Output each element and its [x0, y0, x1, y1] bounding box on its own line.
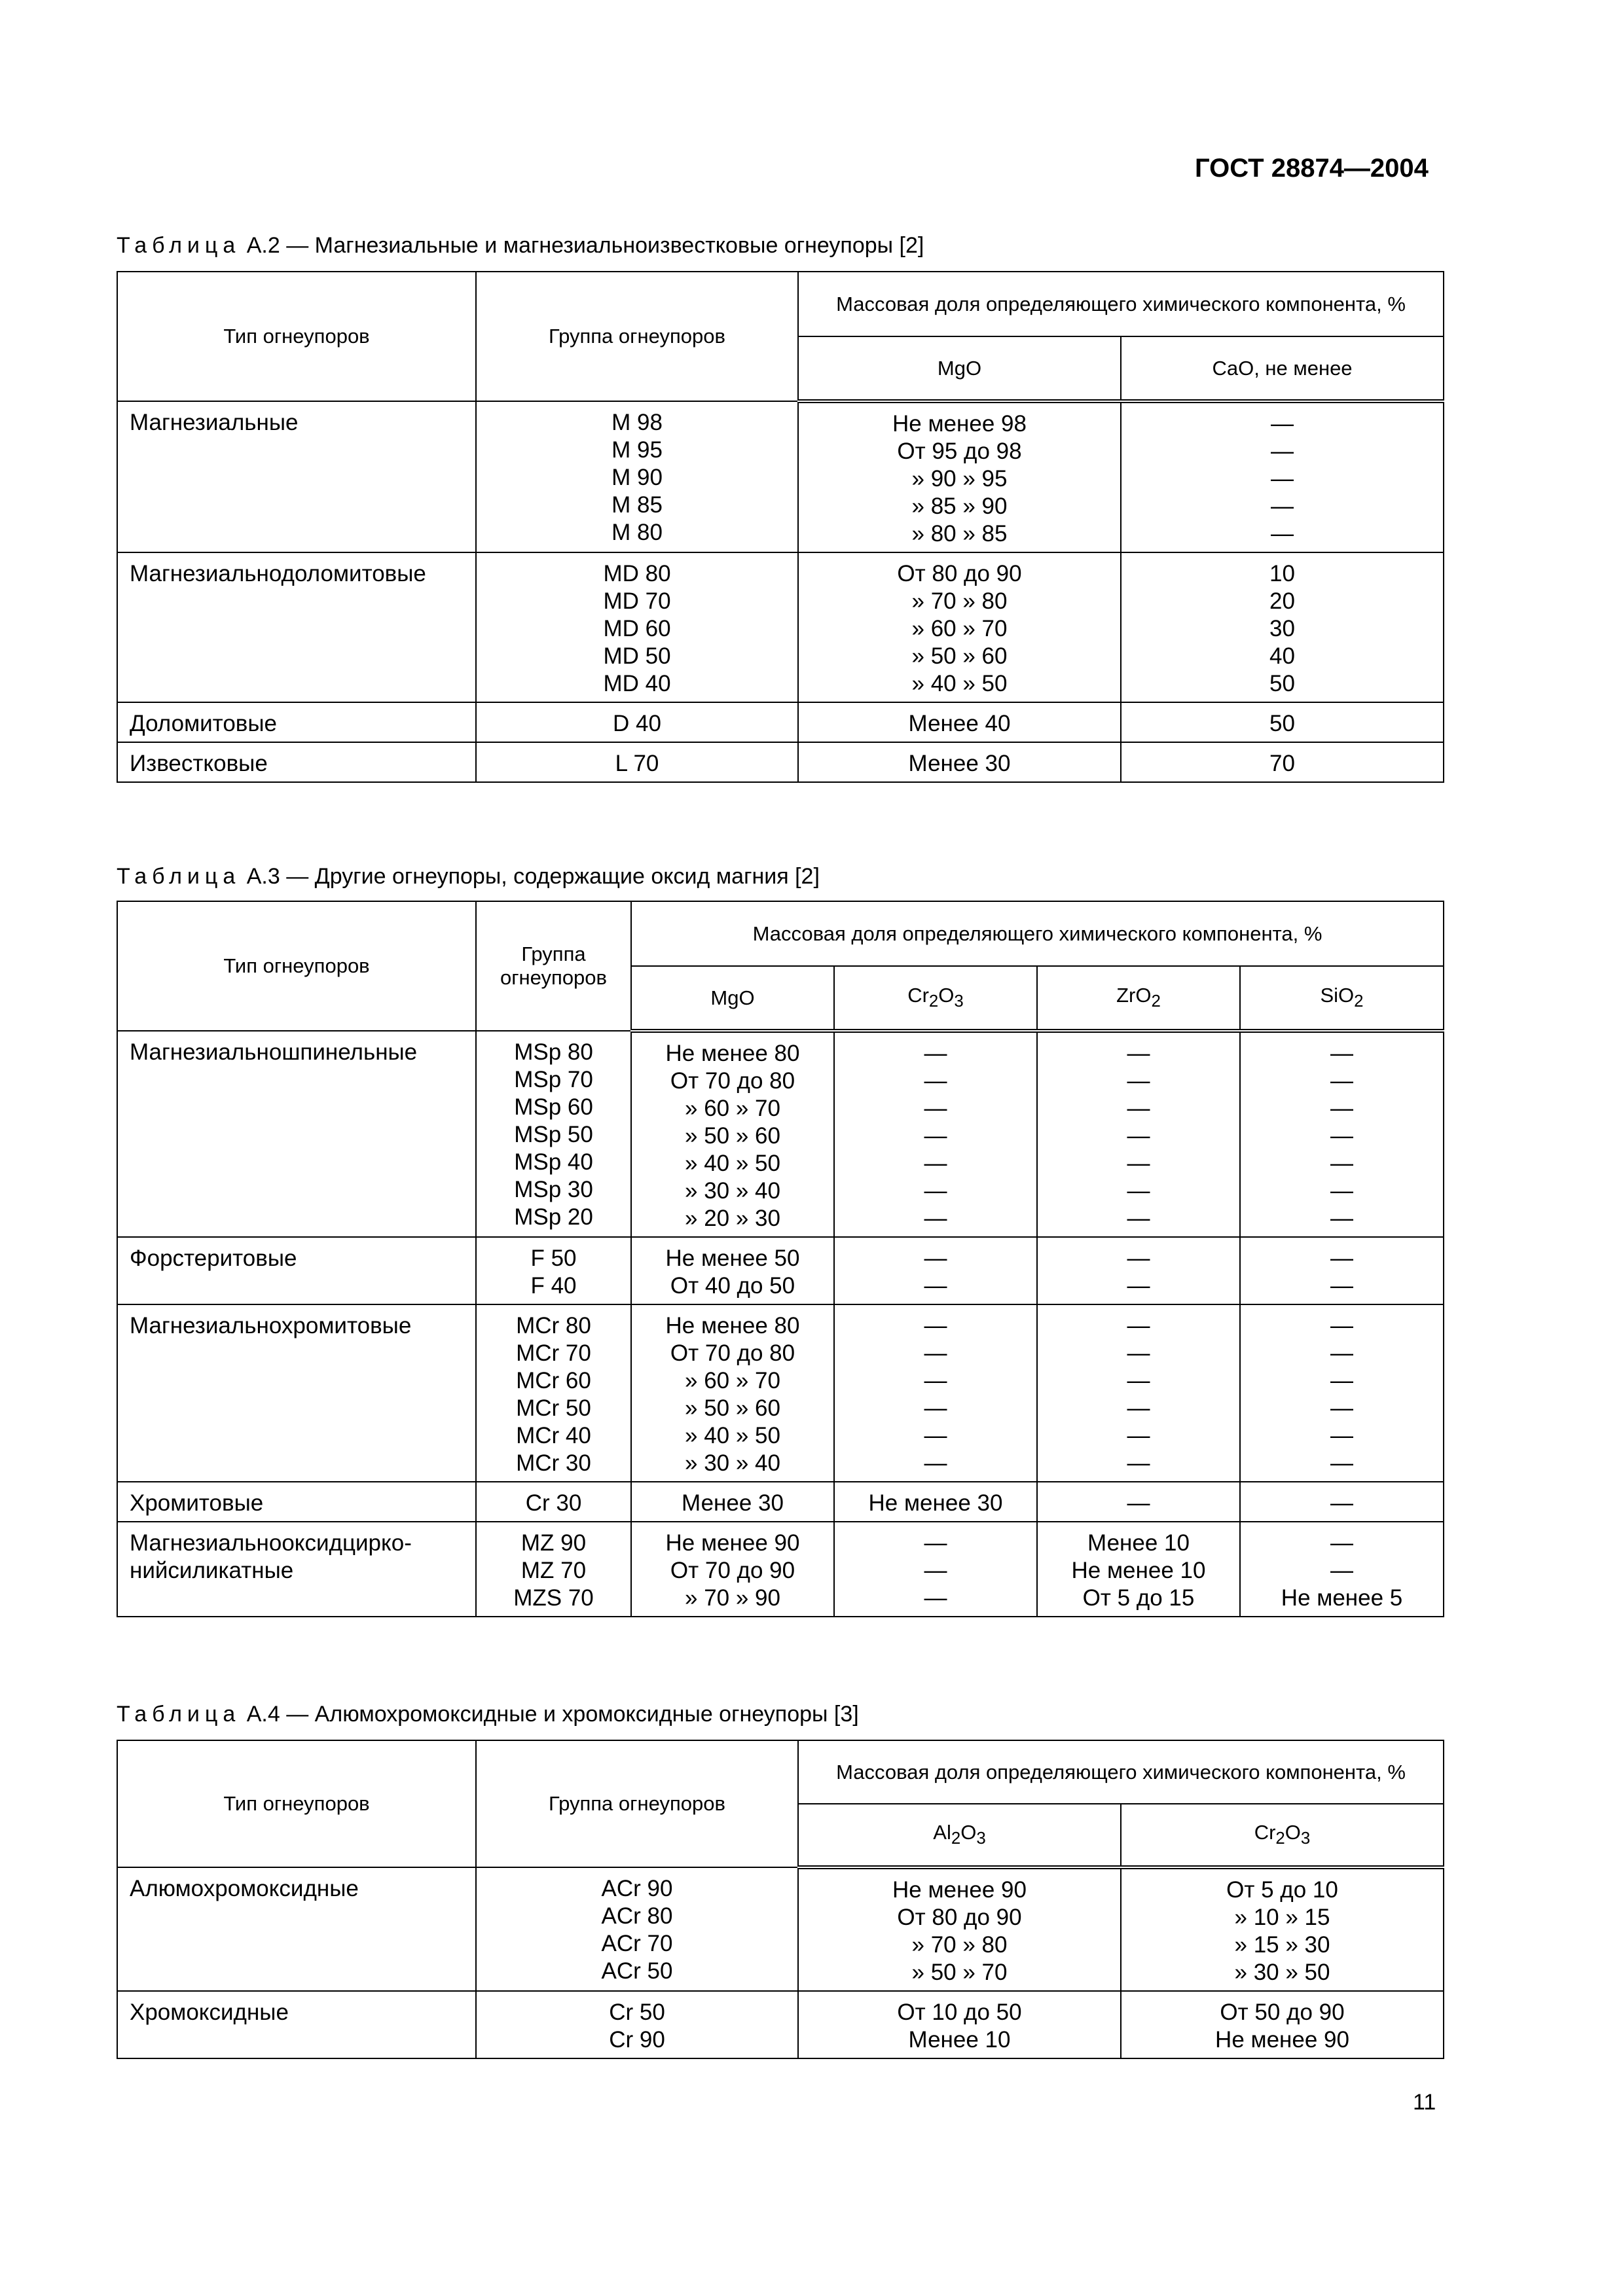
- caption-text: А.2 — Магнезиальные и магнезиальноизвестковые огнеупоры [2]: [240, 233, 924, 258]
- cell-line: —: [924, 1585, 947, 1611]
- cell-line: MSp 80: [514, 1039, 593, 1065]
- cell-line: —: [1127, 1068, 1150, 1094]
- cell-line: MCr 30: [516, 1450, 591, 1476]
- cell-line: » 50 » 60: [911, 643, 1008, 669]
- cell-line: —: [1127, 1178, 1150, 1204]
- cell-c2: [834, 1482, 1037, 1522]
- cell-c1: [798, 702, 1121, 742]
- cell-c1: [798, 401, 1121, 552]
- cell-line: MSp 70: [514, 1067, 593, 1092]
- cell-line: —: [1127, 1096, 1150, 1121]
- cell-c4: [1240, 1031, 1444, 1237]
- cell-c1: [798, 1867, 1121, 1991]
- cell-line: MZ 90: [520, 1530, 587, 1556]
- cell-line: Магнезиальные: [130, 410, 299, 435]
- table-a2: [117, 271, 1444, 783]
- cell-line: —: [1330, 1041, 1354, 1066]
- cell-line: —: [1330, 1558, 1354, 1583]
- cell-line: 50: [1269, 671, 1295, 696]
- cell-line: От 80 до 90: [897, 1905, 1022, 1930]
- cell-line: —: [1330, 1313, 1354, 1338]
- cell-c1: [631, 1031, 834, 1237]
- cell-line: От 50 до 90: [1220, 2000, 1345, 2025]
- cell-line: —: [924, 1423, 947, 1448]
- caption-label: Таблица: [117, 864, 241, 889]
- table-a3-body: [117, 1031, 1444, 1617]
- cell-line: Магнезиальношпинельные: [130, 1039, 418, 1065]
- cell-line: » 70 » 80: [911, 588, 1008, 614]
- cell-line: Магнезиальнооксидцирко-: [130, 1530, 412, 1556]
- cell-line: MZS 70: [513, 1585, 594, 1611]
- cell-line: —: [924, 1313, 947, 1338]
- cell-line: Менее 30: [908, 751, 1011, 776]
- cell-line: —: [1330, 1450, 1354, 1476]
- cell-group: [476, 742, 798, 782]
- cell-line: MSp 30: [514, 1177, 593, 1202]
- cell-line: » 50 » 70: [911, 1960, 1008, 1985]
- cell-line: M 95: [611, 437, 663, 463]
- document-id: ГОСТ 28874—2004: [1195, 154, 1429, 183]
- cell-c2: [834, 1237, 1037, 1304]
- header-group-line: огнеупоров: [500, 966, 608, 989]
- cell-group: [476, 1991, 798, 2058]
- header-cr2o3: $Cr_2O_3$: [1121, 1804, 1444, 1867]
- cell-line: L 70: [615, 751, 659, 776]
- table-row: [117, 1304, 1444, 1482]
- cell-line: —: [1330, 1068, 1354, 1094]
- cell-line: Не менее 90: [1215, 2027, 1349, 2053]
- cell-line: 70: [1269, 751, 1295, 776]
- table-a3: [117, 901, 1444, 1617]
- cell-line: » 10 » 15: [1234, 1905, 1330, 1930]
- cell-line: —: [924, 1123, 947, 1149]
- header-mgo: MgO: [631, 966, 834, 1031]
- cell-line: —: [1127, 1041, 1150, 1066]
- cell-line: От 70 до 90: [670, 1558, 795, 1583]
- cell-line: MCr 70: [516, 1340, 591, 1366]
- cell-line: Менее 10: [1087, 1530, 1190, 1556]
- cell-line: —: [1127, 1206, 1150, 1231]
- cell-c4: [1240, 1237, 1444, 1304]
- cell-line: От 5 до 15: [1082, 1585, 1195, 1611]
- cell-line: MD 80: [603, 561, 671, 586]
- cell-line: 30: [1269, 616, 1295, 641]
- cell-line: нийсиликатные: [130, 1558, 294, 1583]
- caption-text: А.3 — Другие огнеупоры, содержащие оксид магния [2]: [240, 864, 820, 889]
- cell-c2: [834, 1031, 1037, 1237]
- cell-c3: [1037, 1482, 1240, 1522]
- cell-type: [117, 1522, 476, 1617]
- cell-line: —: [924, 1246, 947, 1271]
- cell-line: Не менее 80: [665, 1313, 800, 1338]
- cell-type: [117, 1991, 476, 2058]
- caption-label: Таблица: [117, 1702, 241, 1727]
- cell-c2: [1121, 1867, 1444, 1991]
- cell-c2: [834, 1522, 1037, 1617]
- cell-line: » 70 » 80: [911, 1932, 1008, 1958]
- cell-line: Cr 30: [525, 1490, 582, 1516]
- cell-c4: [1240, 1522, 1444, 1617]
- cell-line: —: [924, 1041, 947, 1066]
- cell-line: » 15 » 30: [1234, 1932, 1330, 1958]
- cell-line: —: [1271, 466, 1294, 492]
- cell-line: » 60 » 70: [685, 1096, 780, 1121]
- cell-c3: [1037, 1522, 1240, 1617]
- cell-line: —: [1330, 1123, 1354, 1149]
- cell-type: [117, 1237, 476, 1304]
- cell-line: Cr 50: [609, 2000, 665, 2025]
- cell-type: [117, 1867, 476, 1991]
- header-group-line: Группа: [521, 942, 586, 965]
- cell-line: F 50: [530, 1246, 577, 1271]
- cell-line: MD 40: [603, 671, 671, 696]
- cell-line: —: [1330, 1423, 1354, 1448]
- cell-line: Не менее 90: [892, 1877, 1027, 1903]
- cell-line: Не менее 10: [1071, 1558, 1206, 1583]
- cell-type: [117, 401, 476, 552]
- cell-line: MSp 40: [514, 1149, 593, 1175]
- cell-line: —: [1330, 1340, 1354, 1366]
- cell-c3: [1037, 1237, 1240, 1304]
- cell-c2: [1121, 702, 1444, 742]
- cell-line: Алюмохромоксидные: [130, 1876, 359, 1901]
- cell-line: —: [1271, 521, 1294, 547]
- cell-line: MSp 20: [514, 1204, 593, 1230]
- cell-c1: [631, 1237, 834, 1304]
- cell-c3: [1037, 1304, 1240, 1482]
- cell-group: [476, 552, 798, 702]
- cell-line: Менее 30: [682, 1490, 784, 1516]
- cell-c2: [1121, 552, 1444, 702]
- table-row: [117, 702, 1444, 742]
- cell-line: M 98: [611, 410, 663, 435]
- cell-c1: [798, 552, 1121, 702]
- cell-line: 50: [1269, 711, 1295, 736]
- header-al2o3: $Al_2O_3$: [798, 1804, 1121, 1867]
- header-group: Группа огнеупоров: [476, 1740, 798, 1867]
- cell-line: MCr 50: [516, 1395, 591, 1421]
- cell-line: —: [924, 1530, 947, 1556]
- table-row: [117, 1991, 1444, 2058]
- table-row: [117, 401, 1444, 552]
- cell-type: [117, 742, 476, 782]
- header-cr2o3: $Cr_2O_3$: [834, 966, 1037, 1031]
- cell-line: —: [1330, 1246, 1354, 1271]
- cell-line: MCr 80: [516, 1313, 591, 1338]
- cell-line: От 10 до 50: [897, 2000, 1022, 2025]
- cell-line: Хромитовые: [130, 1490, 264, 1516]
- cell-line: —: [1330, 1395, 1354, 1421]
- cell-line: —: [1271, 493, 1294, 519]
- cell-c1: [798, 742, 1121, 782]
- cell-line: —: [1330, 1096, 1354, 1121]
- cell-line: —: [1330, 1273, 1354, 1299]
- table-row: [117, 1237, 1444, 1304]
- caption-label: Таблица: [117, 233, 241, 258]
- cell-line: Хромоксидные: [130, 2000, 289, 2025]
- cell-c1: [631, 1304, 834, 1482]
- cell-line: F 40: [530, 1273, 577, 1299]
- table-a4: [117, 1740, 1444, 2059]
- cell-group: [476, 401, 798, 552]
- table-a2-caption: [117, 233, 924, 259]
- cell-group: [476, 702, 798, 742]
- header-group: [476, 901, 631, 1031]
- cell-group: [476, 1031, 631, 1237]
- cell-line: Форстеритовые: [130, 1246, 297, 1271]
- cell-line: —: [924, 1178, 947, 1204]
- cell-group: [476, 1237, 631, 1304]
- cell-line: От 5 до 10: [1226, 1877, 1338, 1903]
- cell-line: Не менее 50: [665, 1246, 800, 1271]
- cell-line: Не менее 90: [665, 1530, 800, 1556]
- cell-c4: [1240, 1304, 1444, 1482]
- cell-line: Менее 40: [908, 711, 1011, 736]
- cell-c2: [1121, 742, 1444, 782]
- cell-group: [476, 1867, 798, 1991]
- cell-line: 10: [1269, 561, 1295, 586]
- cell-line: Не менее 30: [868, 1490, 1003, 1516]
- cell-line: » 30 » 40: [685, 1178, 780, 1204]
- cell-line: —: [924, 1340, 947, 1366]
- cell-c1: [798, 1991, 1121, 2058]
- cell-line: —: [1271, 439, 1294, 464]
- cell-line: —: [1271, 411, 1294, 437]
- cell-line: —: [1330, 1178, 1354, 1204]
- cell-group: [476, 1522, 631, 1617]
- cell-line: Менее 10: [908, 2027, 1011, 2053]
- table-row: [117, 1867, 1444, 1991]
- page-number: 11: [1413, 2090, 1436, 2115]
- cell-line: —: [924, 1068, 947, 1094]
- cell-type: [117, 1482, 476, 1522]
- cell-line: Не менее 80: [665, 1041, 800, 1066]
- cell-line: M 85: [611, 492, 663, 518]
- table-row: [117, 552, 1444, 702]
- cell-line: M 80: [611, 520, 663, 545]
- cell-type: [117, 702, 476, 742]
- cell-c4: [1240, 1482, 1444, 1522]
- cell-line: Не менее 5: [1281, 1585, 1403, 1611]
- cell-line: —: [924, 1558, 947, 1583]
- cell-c2: [834, 1304, 1037, 1482]
- cell-line: —: [1127, 1313, 1150, 1338]
- cell-line: ACr 90: [601, 1876, 673, 1901]
- cell-line: Доломитовые: [130, 711, 278, 736]
- cell-line: » 50 » 60: [685, 1395, 780, 1421]
- cell-line: » 40 » 50: [911, 671, 1008, 696]
- cell-line: —: [1330, 1206, 1354, 1231]
- cell-line: От 95 до 98: [897, 439, 1022, 464]
- cell-group: [476, 1304, 631, 1482]
- header-mass-fraction: Массовая доля определяющего химического компонента, %: [631, 901, 1444, 966]
- cell-type: [117, 1304, 476, 1482]
- header-mass-fraction: Массовая доля определяющего химического компонента, %: [798, 272, 1444, 336]
- cell-line: ACr 80: [601, 1903, 673, 1929]
- cell-line: 40: [1269, 643, 1295, 669]
- cell-line: От 40 до 50: [670, 1273, 795, 1299]
- cell-line: Cr 90: [609, 2027, 665, 2053]
- table-a2-body: [117, 401, 1444, 782]
- table-a3-caption: [117, 864, 820, 889]
- cell-line: —: [1127, 1490, 1150, 1516]
- cell-line: —: [1127, 1123, 1150, 1149]
- header-sio2: SiO$_2$: [1240, 966, 1444, 1031]
- cell-line: —: [1127, 1395, 1150, 1421]
- header-cao: CaO, не менее: [1121, 336, 1444, 401]
- header-type: Тип огнеупоров: [117, 901, 476, 1031]
- cell-line: MSp 50: [514, 1122, 593, 1147]
- cell-type: [117, 552, 476, 702]
- cell-line: —: [1127, 1151, 1150, 1176]
- cell-c1: [631, 1522, 834, 1617]
- header-type: Тип огнеупоров: [117, 272, 476, 401]
- cell-line: —: [1127, 1273, 1150, 1299]
- cell-line: —: [1330, 1530, 1354, 1556]
- cell-line: » 60 » 70: [911, 616, 1008, 641]
- cell-line: D 40: [613, 711, 661, 736]
- cell-line: » 70 » 90: [685, 1585, 780, 1611]
- cell-line: » 40 » 50: [685, 1151, 780, 1176]
- cell-line: ACr 50: [601, 1958, 673, 1984]
- cell-line: Магнезиальнохромитовые: [130, 1313, 412, 1338]
- cell-line: MZ 70: [520, 1558, 587, 1583]
- cell-line: Магнезиальнодоломитовые: [130, 561, 426, 586]
- table-a4-caption: [117, 1702, 859, 1727]
- table-row: [117, 1522, 1444, 1617]
- header-mass-fraction: Массовая доля определяющего химического компонента, %: [798, 1740, 1444, 1804]
- cell-c3: [1037, 1031, 1240, 1237]
- cell-line: —: [924, 1206, 947, 1231]
- cell-c2: [1121, 401, 1444, 552]
- cell-c2: [1121, 1991, 1444, 2058]
- header-group: Группа огнеупоров: [476, 272, 798, 401]
- cell-line: » 40 » 50: [685, 1423, 780, 1448]
- cell-line: » 60 » 70: [685, 1368, 780, 1393]
- table-a4-body: [117, 1867, 1444, 2058]
- cell-line: 20: [1269, 588, 1295, 614]
- cell-type: [117, 1031, 476, 1237]
- header-mgo: MgO: [798, 336, 1121, 401]
- cell-line: —: [924, 1151, 947, 1176]
- cell-line: » 85 » 90: [911, 493, 1008, 519]
- cell-line: MCr 40: [516, 1423, 591, 1448]
- cell-line: » 90 » 95: [911, 466, 1008, 492]
- table-row: [117, 742, 1444, 782]
- cell-line: MD 50: [603, 643, 671, 669]
- cell-line: —: [924, 1368, 947, 1393]
- cell-line: M 90: [611, 465, 663, 490]
- cell-group: [476, 1482, 631, 1522]
- cell-line: —: [1330, 1368, 1354, 1393]
- table-row: [117, 1482, 1444, 1522]
- cell-line: MD 60: [603, 616, 671, 641]
- cell-line: —: [1127, 1368, 1150, 1393]
- cell-line: » 50 » 60: [685, 1123, 780, 1149]
- cell-line: » 80 » 85: [911, 521, 1008, 547]
- header-type: Тип огнеупоров: [117, 1740, 476, 1867]
- cell-line: —: [1127, 1423, 1150, 1448]
- cell-line: MCr 60: [516, 1368, 591, 1393]
- table-row: [117, 1031, 1444, 1237]
- cell-line: От 70 до 80: [670, 1340, 795, 1366]
- cell-line: От 70 до 80: [670, 1068, 795, 1094]
- caption-text: А.4 — Алюмохромоксидные и хромоксидные огнеупоры [3]: [240, 1702, 859, 1727]
- cell-line: » 30 » 40: [685, 1450, 780, 1476]
- cell-line: —: [1127, 1246, 1150, 1271]
- cell-line: MD 70: [603, 588, 671, 614]
- cell-line: » 30 » 50: [1234, 1960, 1330, 1985]
- cell-line: —: [1330, 1490, 1354, 1516]
- cell-c1: [631, 1482, 834, 1522]
- cell-line: От 80 до 90: [897, 561, 1022, 586]
- cell-line: Не менее 98: [892, 411, 1027, 437]
- cell-line: —: [1127, 1450, 1150, 1476]
- cell-line: —: [924, 1395, 947, 1421]
- cell-line: —: [1330, 1151, 1354, 1176]
- cell-line: MSp 60: [514, 1094, 593, 1120]
- cell-line: —: [924, 1096, 947, 1121]
- cell-line: —: [924, 1450, 947, 1476]
- header-zro2: ZrO$_2$: [1037, 966, 1240, 1031]
- cell-line: Известковые: [130, 751, 268, 776]
- cell-line: —: [1127, 1340, 1150, 1366]
- cell-line: » 20 » 30: [685, 1206, 780, 1231]
- cell-line: ACr 70: [601, 1931, 673, 1956]
- cell-line: —: [924, 1273, 947, 1299]
